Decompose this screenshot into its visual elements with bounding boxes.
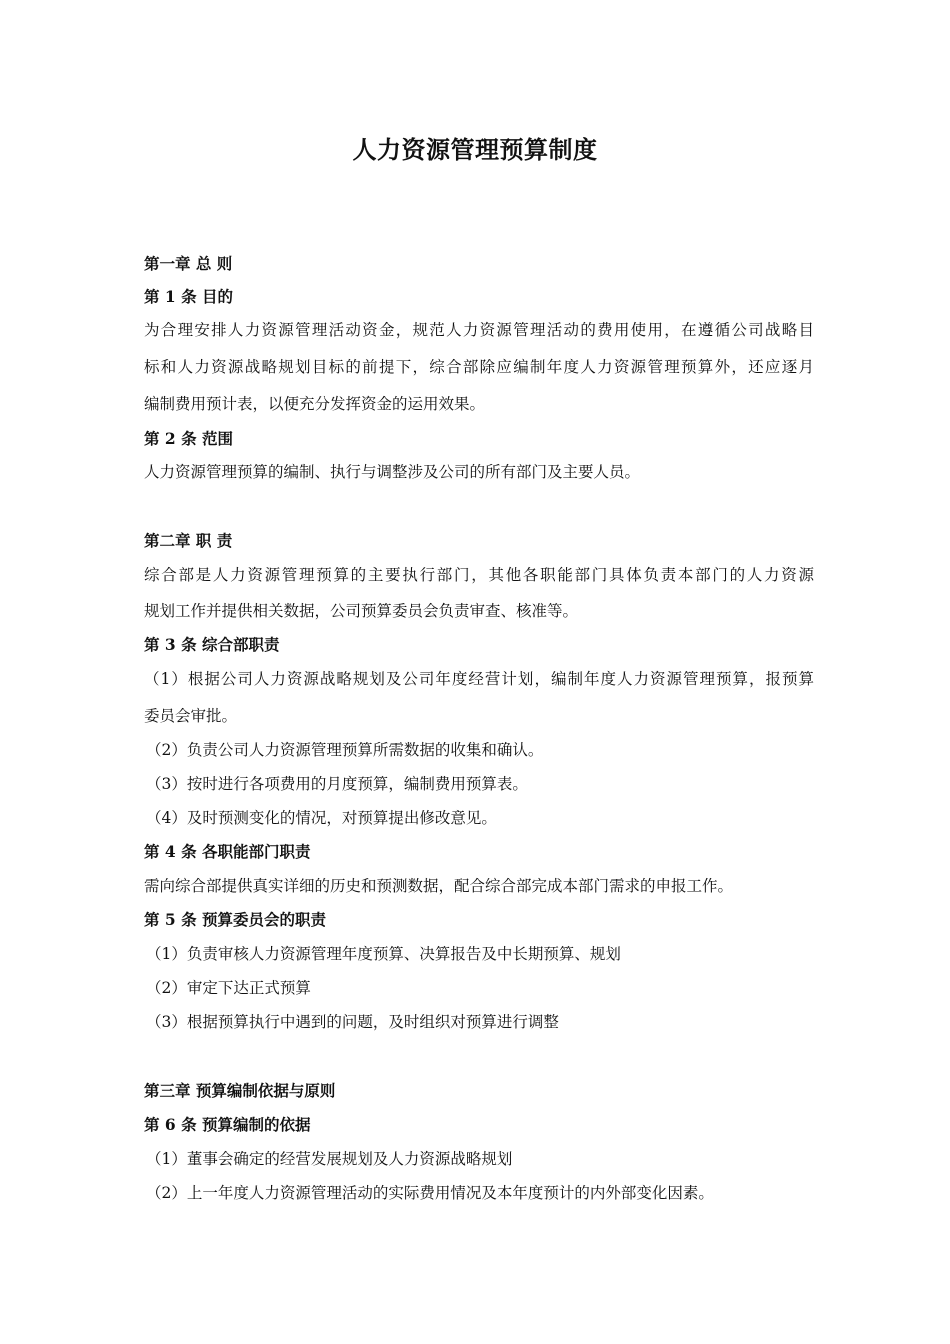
article-1-text-line-2: 标和人力资源战略规划目标的前提下，综合部除应编制年度人力资源管理预算外，还应逐月 — [144, 358, 814, 376]
article-4-text: 需向综合部提供真实详细的历史和预测数据，配合综合部完成本部门需求的申报工作。 — [144, 877, 734, 895]
chapter-2-heading: 第二章 职 责 — [144, 531, 233, 550]
article-5-item-3: （3）根据预算执行中遇到的问题，及时组织对预算进行调整 — [146, 1013, 559, 1031]
article-3-item-3: （3）按时进行各项费用的月度预算，编制费用预算表。 — [146, 775, 528, 793]
article-6-item-2: （2）上一年度人力资源管理活动的实际费用情况及本年度预计的内外部变化因素。 — [146, 1184, 714, 1202]
document-title: 人力资源管理预算制度 — [352, 135, 598, 164]
article-4-heading: 第 4 条 各职能部门职责 — [144, 842, 311, 861]
article-1-heading: 第 1 条 目的 — [144, 287, 233, 306]
article-3-item-1-line-1: （1）根据公司人力资源战略规划及公司年度经营计划，编制年度人力资源管理预算，报预算 — [144, 670, 814, 688]
article-6-heading: 第 6 条 预算编制的依据 — [144, 1115, 311, 1134]
article-3-item-2: （2）负责公司人力资源管理预算所需数据的收集和确认。 — [146, 741, 544, 759]
article-1-text-line-3: 编制费用预计表，以便充分发挥资金的运用效果。 — [144, 395, 486, 413]
article-3-heading: 第 3 条 综合部职责 — [144, 635, 280, 654]
chapter-3-heading: 第三章 预算编制依据与原则 — [144, 1081, 336, 1100]
chapter-2-intro-line-1: 综合部是人力资源管理预算的主要执行部门，其他各职能部门具体负责本部门的人力资源 — [144, 566, 814, 584]
article-5-item-2: （2）审定下达正式预算 — [146, 979, 311, 997]
article-2-text: 人力资源管理预算的编制、执行与调整涉及公司的所有部门及主要人员。 — [144, 463, 641, 481]
article-5-heading: 第 5 条 预算委员会的职责 — [144, 910, 326, 929]
chapter-2-intro-line-2: 规划工作并提供相关数据，公司预算委员会负责审查、核准等。 — [144, 602, 579, 620]
article-2-heading: 第 2 条 范围 — [144, 429, 233, 448]
article-1-text-line-1: 为合理安排人力资源管理活动资金，规范人力资源管理活动的费用使用，在遵循公司战略目 — [144, 321, 814, 339]
chapter-1-heading: 第一章 总 则 — [144, 254, 233, 273]
article-6-item-1: （1）董事会确定的经营发展规划及人力资源战略规划 — [146, 1150, 513, 1168]
article-3-item-1-line-2: 委员会审批。 — [144, 707, 238, 725]
article-3-item-4: （4）及时预测变化的情况，对预算提出修改意见。 — [146, 809, 497, 827]
article-5-item-1: （1）负责审核人力资源管理年度预算、决算报告及中长期预算、规划 — [146, 945, 621, 963]
